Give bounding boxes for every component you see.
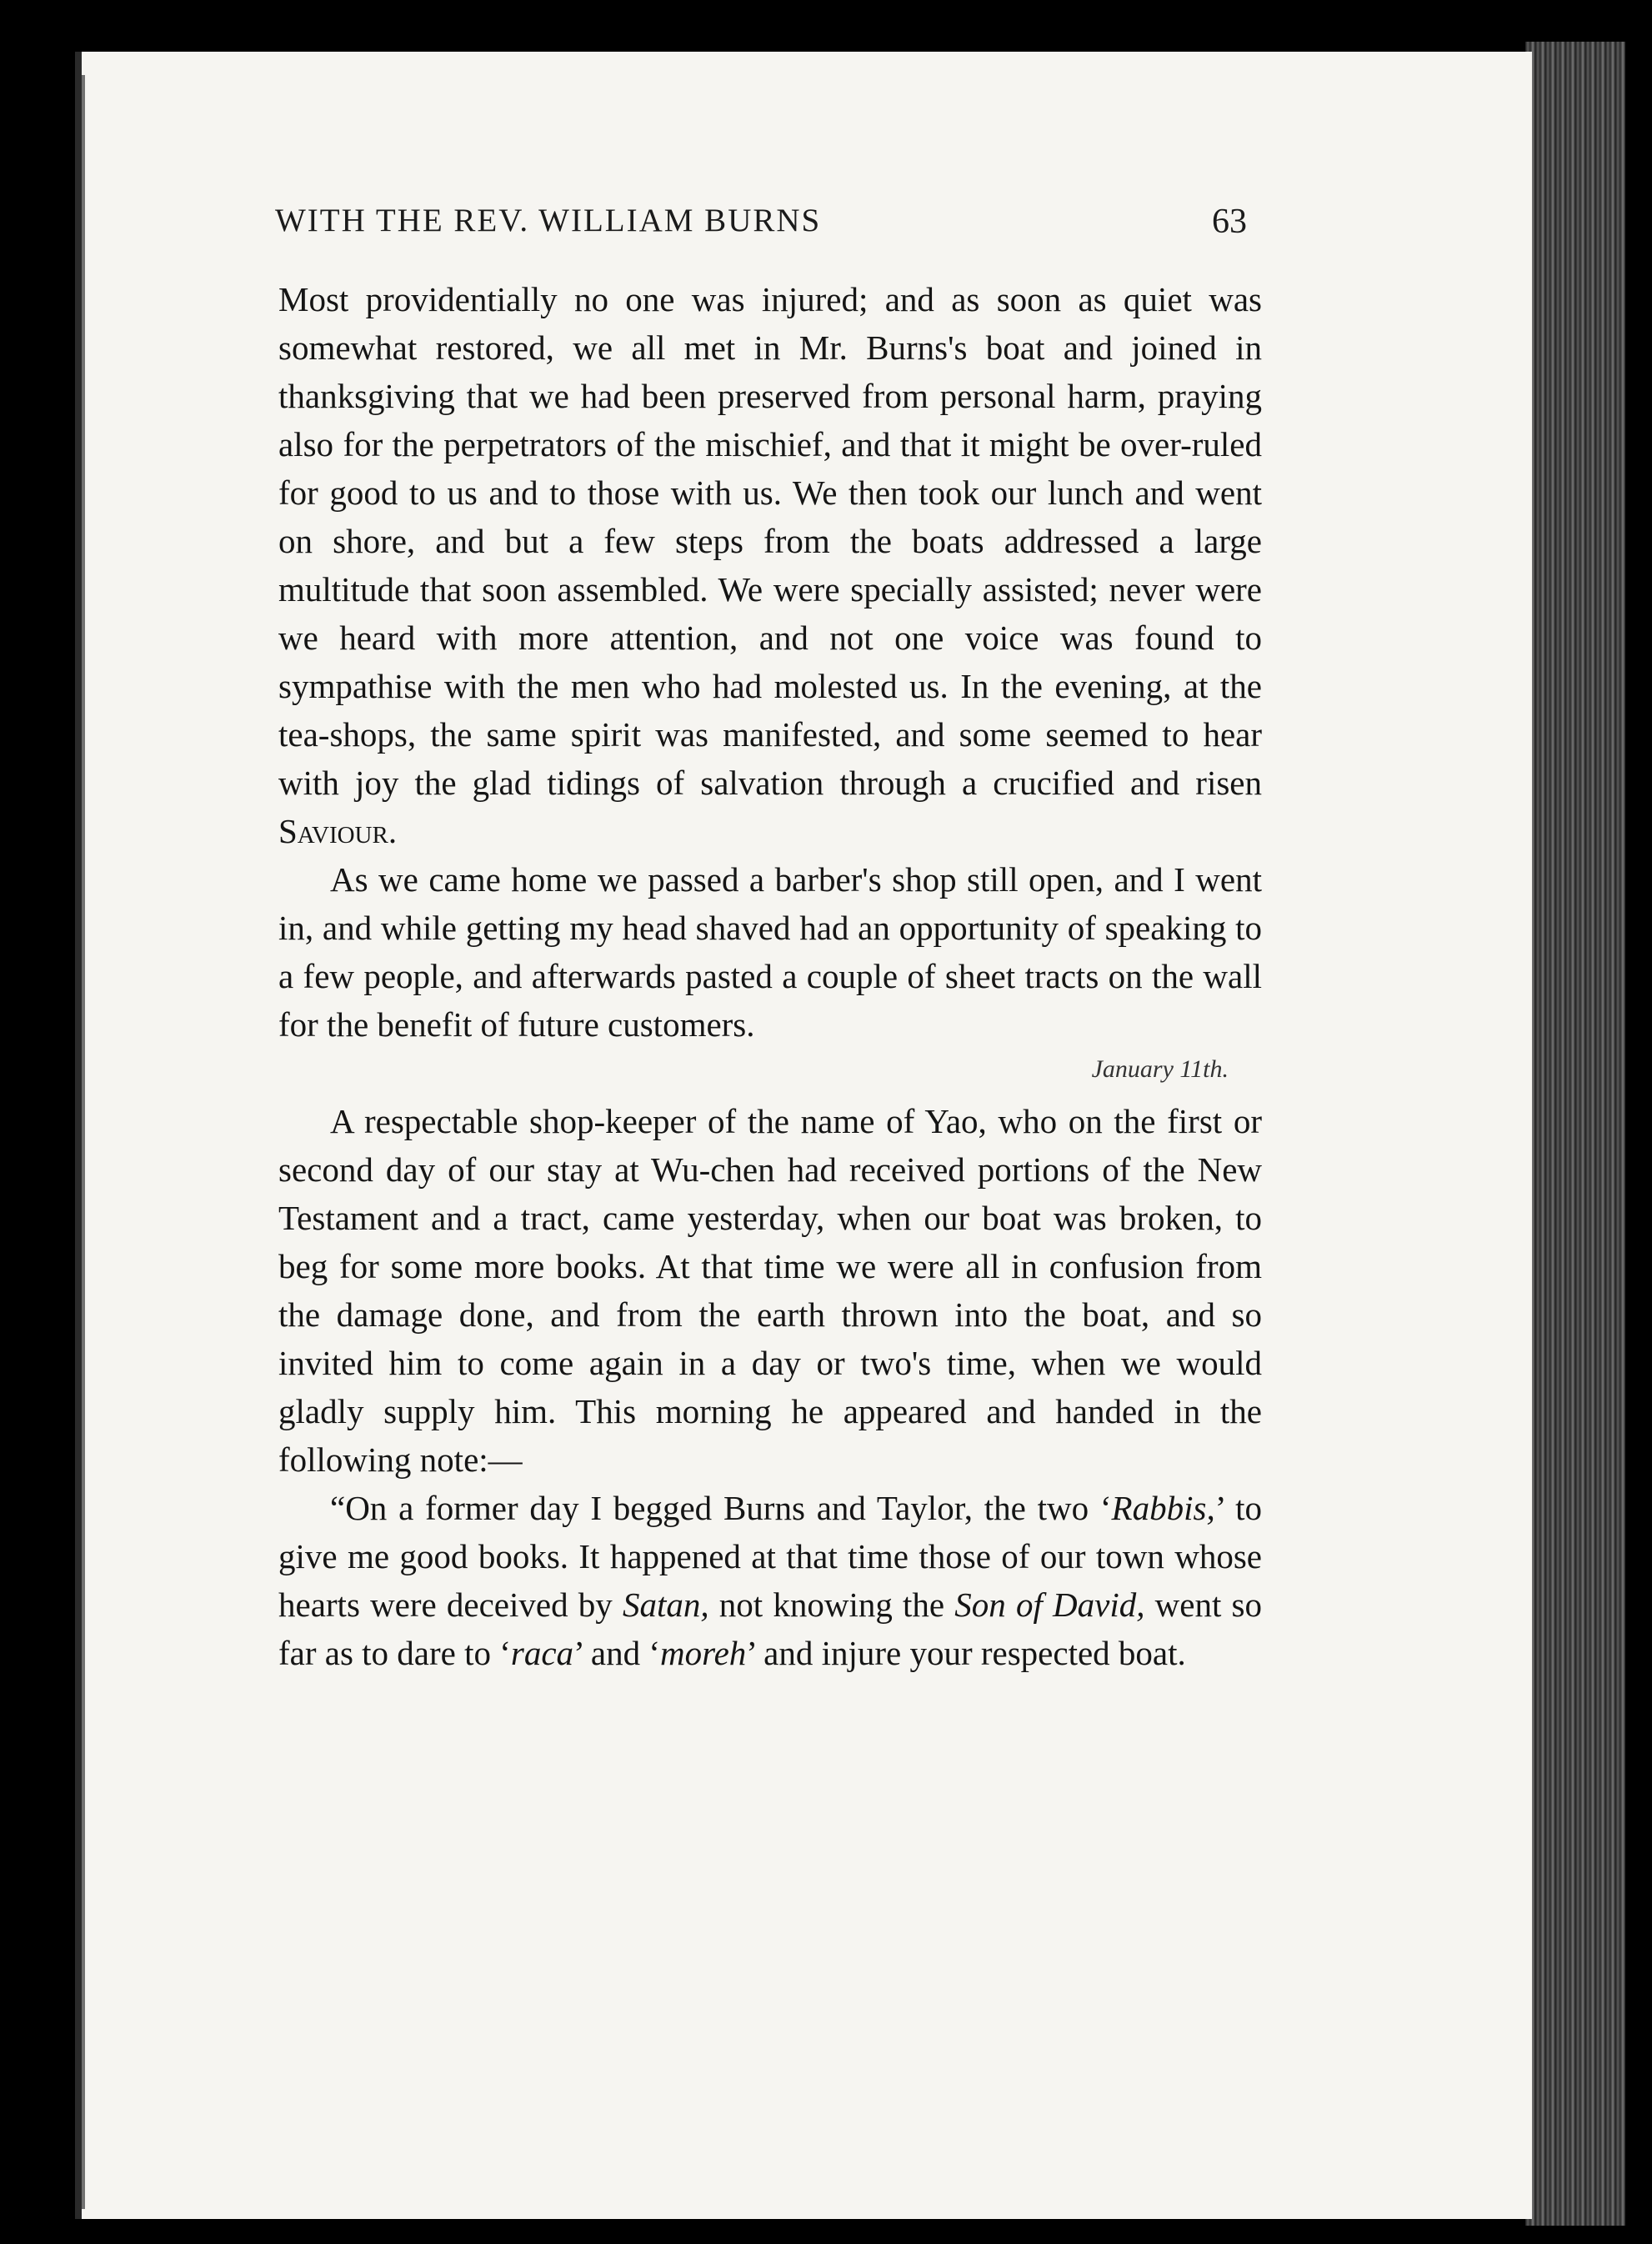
quote-part-3: not knowing the [708,1585,955,1624]
satan-word: Satan, [622,1585,709,1624]
page-edges [1525,42,1625,2226]
binding-gutter [82,75,85,2209]
moreh-word: moreh [660,1634,747,1672]
paragraph-2: As we came home we passed a barber's shop still open, and I went in, and while getting my head shaved had an opportunity of speaking to a few people, and afterwards pasted a couple of sheet tracts on the wall for the benefit of future customers. [278,860,1262,1044]
paragraph-1 [278,275,1262,855]
quote-part-5: ’ and ‘ [573,1634,661,1672]
paragraph-4 [278,1484,1262,1677]
page-number: 63 [1212,203,1247,241]
son-of-david-phrase: Son of David, [954,1585,1145,1624]
body-text [278,275,1262,1677]
quote-part-1: “On a former day I begged Burns and Taylor, the two ‘ [330,1489,1112,1527]
saviour-word: Saviour. [278,812,398,850]
paragraph-1-text: Most providentially no one was injured; and as soon as quiet was somewhat restored, we all met in Mr. Burns's boat and joined in thanksgiving that we had been preserved from personal harm, praying also for the perpetrators of the mischief, and that it might be over-ruled for good to us and to those with us. We then took our lunch and went on shore, and but a few steps from the boats addressed a large multitude that soon assembled. We were specially assisted; never were we heard with more attention, and not one voice was found to sympathise with the men who had molested us. In the evening, at the tea-shops, the same spirit was manifested, and some seemed to hear with joy the glad tidings of salvation through a crucified and risen [278,280,1262,802]
quote-part-2: ’ to give me good books. It happened at that time those of our town whose hearts were deceived by [278,1489,1262,1624]
quote-part-4: went so far as to dare to ‘ [278,1585,1263,1672]
running-header: WITH THE REV. WILLIAM BURNS [275,203,822,238]
date-line: January 11th. [1091,1055,1229,1083]
raca-word: raca [510,1634,574,1672]
quote-part-6: ’ and injure your respected boat. [746,1634,1186,1672]
rabbis-word: Rabbis, [1111,1489,1215,1527]
paragraph-3: A respectable shop-keeper of the name of Yao, who on the first or second day of our stay at Wu-chen had received portions of the New Testament and a tract, came yesterday, when our boat was broken, to beg for some more books. At that time we were all in confusion from the damage done, and from the earth thrown into the boat, and so invited him to come again in a day or two's time, when we would gladly supply him. This morning he appeared and handed in the following note:— [278,1102,1262,1479]
